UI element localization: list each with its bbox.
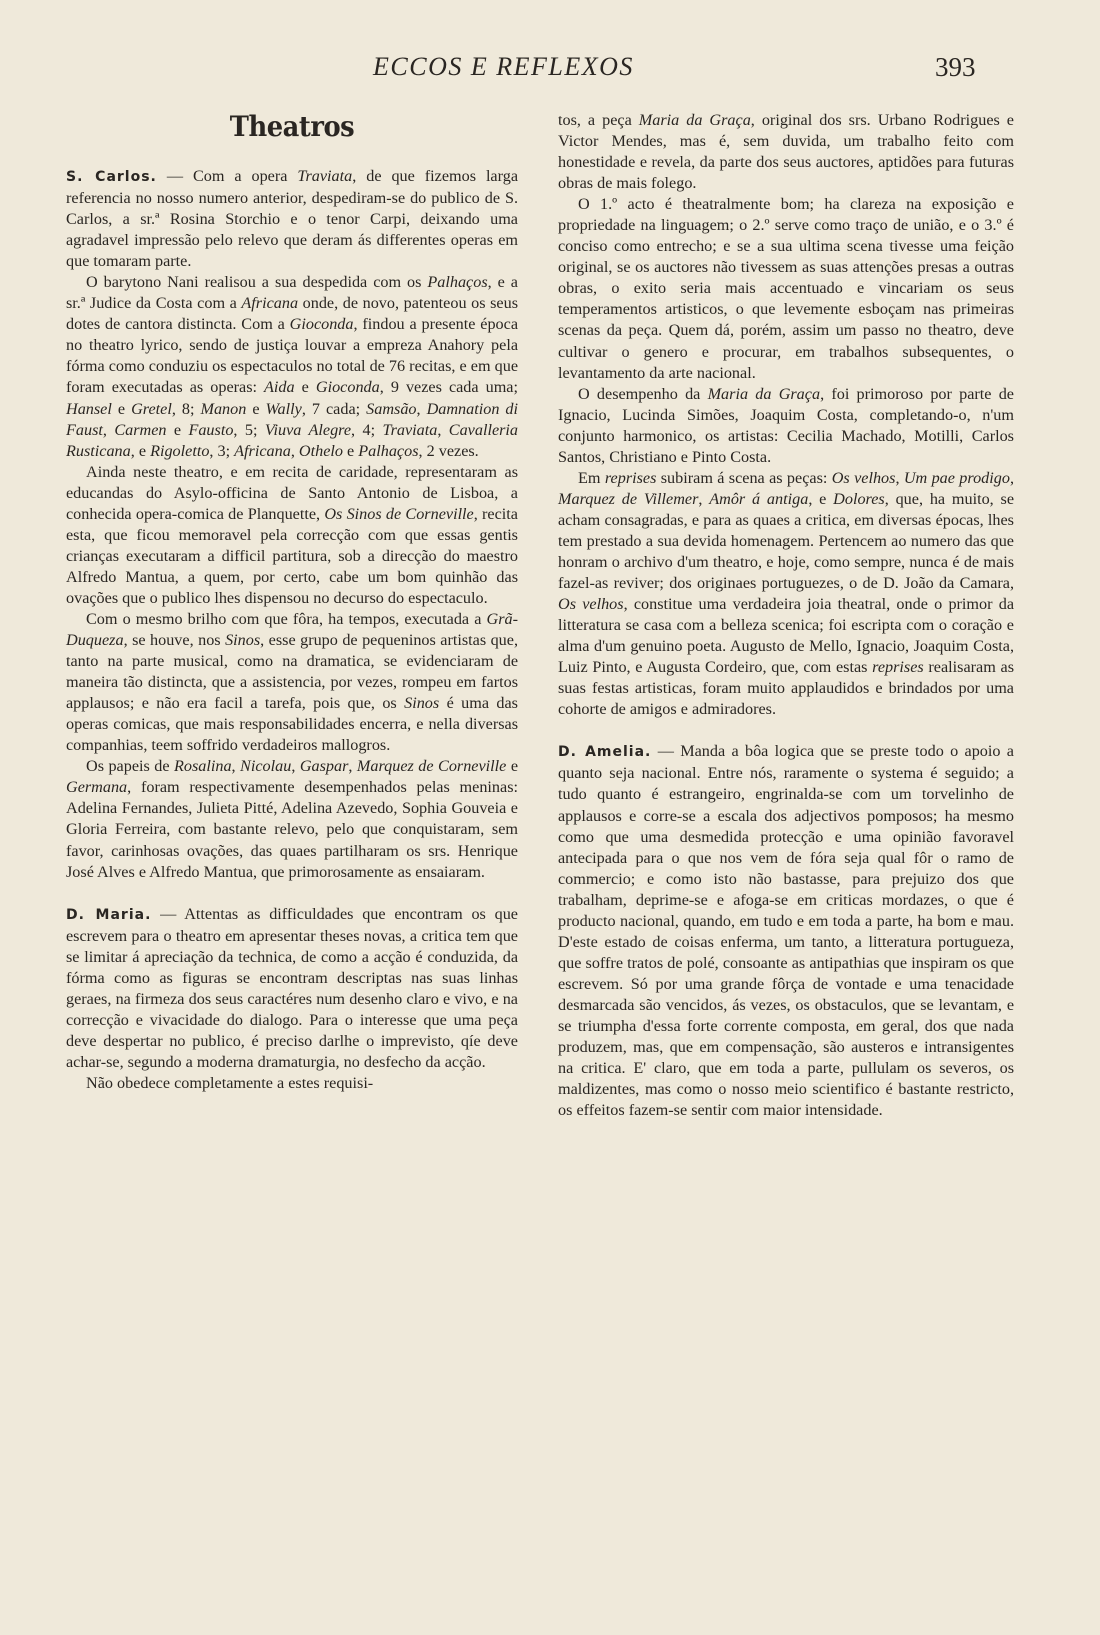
paragraph: Em reprises subiram á scena as peças: Os velhos, Um pae prodigo, Marquez de Villemer, Amôr á antiga, e Dolores, que, ha muito, se acham consagradas, e para as quaes a critica, em diversas épocas, lhes tem prestado a sua devida homenagem. Pertencem ao numero das que honram o archivo d'um theatro, e hoje, como sempre, nunca é de mais fazel-as reviver; dos originaes portuguezes, o de D. João da Camara, Os velhos, constitue uma verdadeira joia theatral, onde o primor da litteratura se casa com a belleza scenica; foi escripta com o coração e alma d'um genuino poeta. Augusto de Mello, Ignacio, Joaquim Costa, Luiz Pinto, e Augusta Cordeiro, que, com estas reprises realisaram as suas festas artisticas, foram muito applaudidos e brindados por uma cohorte de amigos e admiradores. — [558, 468, 1015, 719]
paragraph-text: — Manda a bôa logica que se preste todo o apoio a quanto seja nacional. Entre nós, raramente o systema é seguido; a tudo quanto é estrangeiro, engrinalda-se com um torvelinho de applausos e corre-se a escala dos adjectivos pomposos; ha mesmo como que uma desmedida protecção e uma opinião favoravel antecipada para o que nos vem de fóra seja qual fôr o ramo de commercio; e como isto não bastasse, para prejuizo dos que trabalham, deprime-se e afoga-se em criticas mordazes, o que é producto nacional, quando, em tudo e em toda a parte, ha bom e mau. D'este estado de coisas enferma, um tanto, a litteratura portugueza, que soffre tratos de polé, consoante as antipathias que inspiram os que escrevem. Só por uma grande fôrça de vontade e uma tenacidade desmarcada são vencidos, ás vezes, os obstaculos, que se levantam, e se triumpha d'essa forte corrente composta, em geral, dos que nada produzem, mas, que em compensação, são austeros e intransigentes na critica. E' claro, que em toda a parte, pullulam os severos, os maldizentes, mas como o nosso meio scientifico é bastante restricto, os effeitos fazem-se sentir com maior intensidade. — [558, 742, 1014, 1120]
lead-s-carlos: S. Carlos. — [66, 169, 157, 185]
paragraph: O barytono Nani realisou a sua despedida com os Palhaços, e a sr.ª Judice da Costa com a Africana onde, de novo, patenteou os seus dotes de cantora distincta. Com a Gioconda, findou a presente época no theatro lyrico, sendo de justiça louvar a empreza Anahory pela fórma como conduziu os espectaculos no total de 76 recitas, e em que foram executadas as operas: Aida e Gioconda, 9 vezes cada uma; Hansel e Gretel, 8; Manon e Wally, 7 cada; Samsão, Damnation di Faust, Carmen e Fausto, 5; Viuva Alegre, 4; Traviata, Cavalleria Rusticana, e Rigoletto, 3; Africana, Othelo e Palhaços, 2 vezes. — [66, 273, 519, 460]
paragraph-text: — Attentas as difficuldades que encontram os que escrevem para o theatro em apresentar theses novas, a critica tem que se limitar á apreciação da technica, de como a acção é conduzida, da fórma como as figuras se encontram descriptas nas suas linhas geraes, na firmeza dos seus caractéres num desenho claro e vivo, e na correcção e vivacidade do dialogo. Para o interesse que uma peça deve despertar no publico, é preciso darlhe o imprevisto, qíe deve achar-se, segundo a moderna dramaturgia, no desfecho da acção. — [66, 904, 518, 1071]
paragraph-d-maria — [66, 904, 518, 1073]
paragraph: Com o mesmo brilho com que fôra, ha tempos, executada a Grã-Duqueza, se houve, nos Sinos, esse grupo de pequeninos artistas que, tanto na parte musical, como na dramatica, se evidenciaram de maneira tão distincta, que a assistencia, por vezes, rompeu em fartos applausos; e não era facil a tarefa, pois que, os Sinos é uma das operas comicas, que mais responsabilidades encerra, e nella diversas companhias, teem soffrido verdadeiros mallogros. — [66, 609, 519, 755]
left-column — [66, 110, 518, 1094]
paragraph-text: — Com a opera Traviata, de que fizemos larga referencia no nosso numero anterior, despediram-se do publico de S. Carlos, a sr.ª Rosina Storchio e o tenor Carpi, deixando uma agradavel impressão pelo relevo que deram ás differentes operas em que tomaram parte. — [66, 167, 518, 271]
paragraph: Não obedece completamente a estes requisi- — [86, 1073, 374, 1092]
running-title: ECCOS E REFLEXOS — [373, 52, 634, 81]
paragraph: O 1.º acto é theatralmente bom; ha clareza na exposição e propriedade na linguagem; o 2.º serve como traço de união, e o 3.º é conciso como entrecho; e se a sua ultima scena tivesse uma feição original, se os auctores não tivessem as suas attenções presas a outras obras, o exito seria mais accentuado e vincariam os seus temperamentos artisticos, o que levemente esboçam nas primeiras scenas da peça. Quem dá, porém, assim um passo no theatro, deve cultivar o genero e procurar, em trabalhos subsequentes, o levantamento da arte nacional. — [558, 195, 1014, 382]
lead-d-maria: D. Maria. — [66, 906, 152, 923]
section-title: Theatros — [229, 110, 355, 143]
right-column — [558, 110, 1014, 1121]
paragraph: tos, a peça Maria da Graça, original dos srs. Urbano Rodrigues e Victor Mendes, mas é, sem duvida, um trabalho feito com honestidade e revela, da parte dos seus auctores, aptidões para futuras obras de mais folego. — [558, 111, 1014, 193]
paragraph: Os papeis de Rosalina, Nicolau, Gaspar, Marquez de Corneville e Germana, foram respectivamente desempenhados pelas meninas: Adelina Fernandes, Julieta Pitté, Adelina Azevedo, Sophia Gouveia e Gloria Ferreira, com bastante relevo, pelo que conquistaram, sem favor, carinhosas ovações, das quaes partilharam os srs. Henrique José Alves e Alfredo Mantua, que primorosamente as ensaiaram. — [66, 757, 518, 881]
paragraph-s-carlos — [66, 166, 518, 272]
paragraph: O desempenho da Maria da Graça, foi primoroso por parte de Ignacio, Lucinda Simões, Joaquim Costa, completando-o, n'um conjunto harmonico, os artistas: Cecilia Machado, Motilli, Carlos Santos, Christiano e Pinto Costa. — [558, 384, 1014, 466]
paragraph: Ainda neste theatro, e em recita de caridade, representaram as educandas do Asylo-officina de Santo Antonio de Lisboa, a conhecida opera-comica de Planquette, Os Sinos de Corneville, recita esta, que ficou memoravel pela correcção com que essas gentis crianças executaram a difficil partitura, sob a direcção do maestro Alfredo Mantua, a quem, por certo, cabe um bom quinhão das ovações que o publico lhes dispensou no decurso do espectaculo. — [66, 462, 518, 607]
paragraph-d-amelia — [558, 741, 1014, 1121]
page-number: 393 — [935, 52, 976, 82]
lead-d-amelia: D. Amelia. — [558, 744, 652, 761]
